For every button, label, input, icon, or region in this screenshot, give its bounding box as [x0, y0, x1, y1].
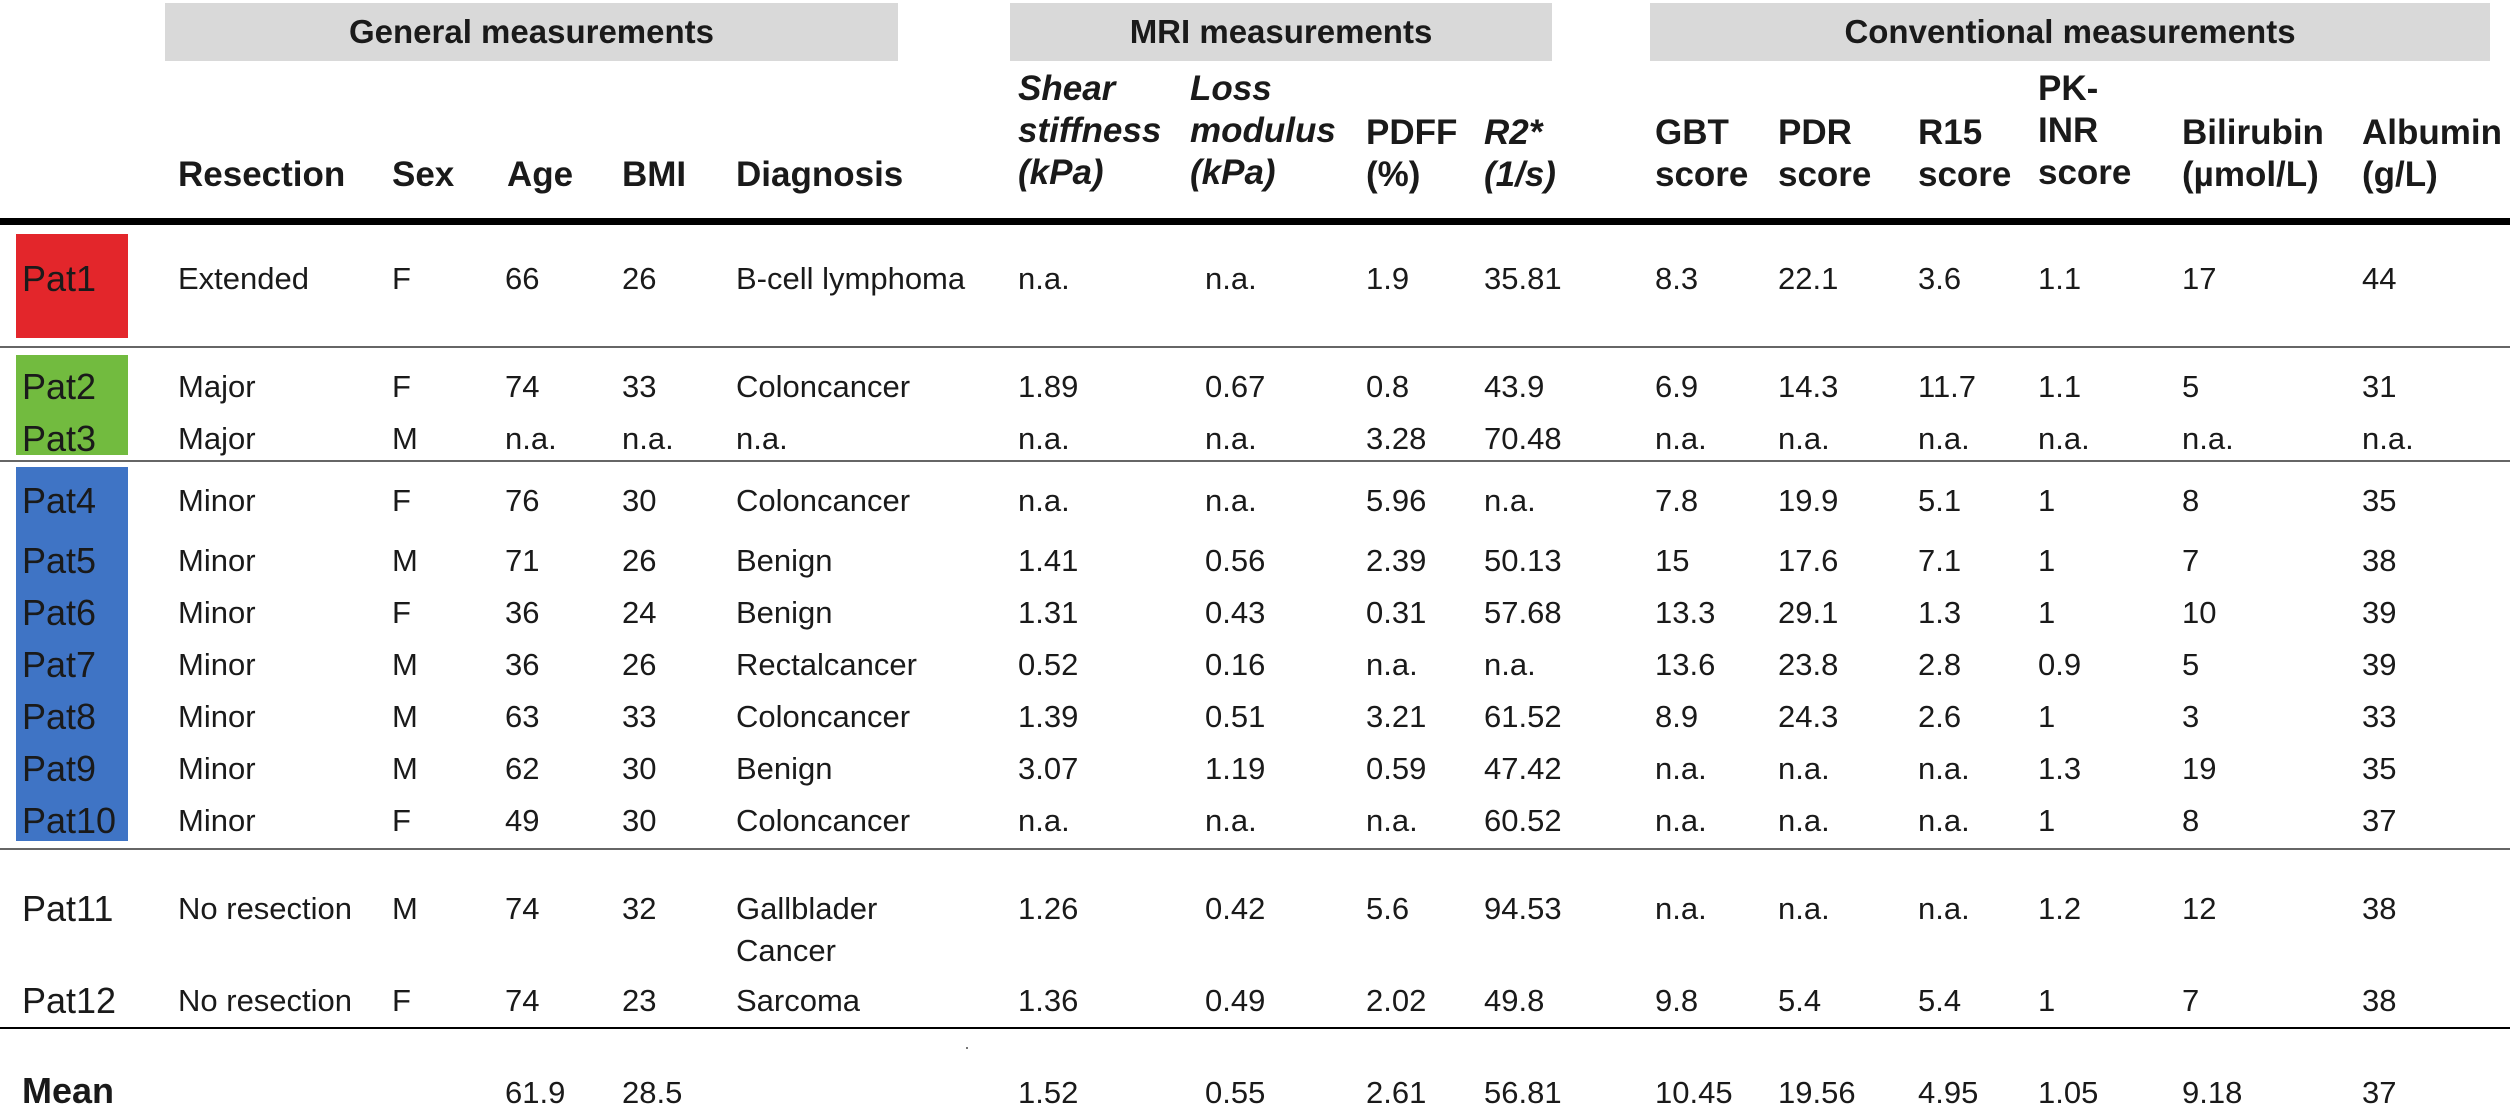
cell-r2: 70.48 [1484, 421, 1562, 456]
cell-r2: n.a. [1484, 483, 1536, 518]
mean-bmi: 28.5 [622, 1075, 683, 1110]
mean-loss: 0.55 [1205, 1075, 1266, 1110]
mean-pdff: 2.61 [1366, 1075, 1427, 1110]
cell-r15: 2.8 [1918, 647, 1962, 682]
cell-resection: Extended [178, 261, 309, 296]
cell-pkinr: 1.1 [2038, 261, 2082, 296]
col-header-r15: R15 score [1918, 113, 2012, 194]
cell-shear: 0.52 [1018, 647, 1079, 682]
cell-pdr: 17.6 [1778, 543, 1839, 578]
cell-loss: 0.56 [1205, 543, 1266, 578]
cell-gbt: n.a. [1655, 803, 1707, 838]
mean-label: Mean [22, 1070, 115, 1111]
cell-r15: 5.1 [1918, 483, 1962, 518]
cell-resection: Major [178, 421, 256, 456]
cell-r2: 94.53 [1484, 891, 1562, 926]
cell-pdff: 2.39 [1366, 543, 1427, 578]
cell-loss: n.a. [1205, 421, 1257, 456]
col-header-diagnosis: Diagnosis [736, 155, 904, 194]
cell-pkinr: n.a. [2038, 421, 2090, 456]
cell-sex: F [392, 369, 411, 404]
cell-diagnosis: Benign [736, 595, 833, 630]
cell-pdff: 1.9 [1366, 261, 1410, 296]
cell-patient: Pat9 [22, 748, 97, 789]
cell-r2: 43.9 [1484, 369, 1545, 404]
cell-pkinr: 1 [2038, 483, 2056, 518]
cell-sex: M [392, 751, 418, 786]
cell-age: 63 [505, 699, 540, 734]
cell-gbt: 6.9 [1655, 369, 1699, 404]
cell-gbt: n.a. [1655, 421, 1707, 456]
cell-r2: 50.13 [1484, 543, 1562, 578]
mean-bilirubin: 9.18 [2182, 1075, 2243, 1110]
cell-shear: 1.39 [1018, 699, 1079, 734]
cell-bmi: 33 [622, 369, 657, 404]
cell-r15: 11.7 [1918, 369, 1977, 404]
cell-age: n.a. [505, 421, 557, 456]
cell-albumin: 35 [2362, 483, 2397, 518]
cell-loss: 1.19 [1205, 751, 1266, 786]
cell-bmi: 24 [622, 595, 657, 630]
cell-sex: M [392, 699, 418, 734]
cell-resection: Minor [178, 483, 256, 518]
cell-albumin: n.a. [2362, 421, 2414, 456]
cell-bilirubin: 17 [2182, 261, 2217, 296]
cell-r15: 2.6 [1918, 699, 1962, 734]
cell-albumin: 35 [2362, 751, 2397, 786]
cell-r2: 61.52 [1484, 699, 1562, 734]
cell-albumin: 38 [2362, 983, 2397, 1018]
cell-albumin: 38 [2362, 543, 2397, 578]
cell-gbt: n.a. [1655, 891, 1707, 926]
cell-patient: Pat1 [22, 258, 97, 299]
cell-shear: n.a. [1018, 261, 1070, 296]
cell-age: 74 [505, 891, 540, 926]
cell-patient: Pat3 [22, 418, 97, 459]
cell-gbt: 8.9 [1655, 699, 1699, 734]
cell-bmi: 30 [622, 803, 657, 838]
cell-resection: No resection [178, 983, 353, 1018]
cell-pdff: n.a. [1366, 803, 1418, 838]
cell-pdr: 24.3 [1778, 699, 1839, 734]
cell-pdr: 14.3 [1778, 369, 1839, 404]
cell-gbt: 13.6 [1655, 647, 1716, 682]
cell-bmi: 26 [622, 647, 657, 682]
cell-patient: Pat11 [22, 888, 114, 929]
cell-diagnosis: Rectalcancer [736, 647, 917, 682]
cell-pdff: n.a. [1366, 647, 1418, 682]
cell-pdr: n.a. [1778, 891, 1830, 926]
cell-gbt: 9.8 [1655, 983, 1699, 1018]
cell-bmi: 26 [622, 261, 657, 296]
cell-age: 76 [505, 483, 540, 518]
cell-diagnosis: Gallblader Cancer [736, 891, 878, 968]
cell-resection: Major [178, 369, 256, 404]
cell-age: 74 [505, 983, 540, 1018]
cell-shear: 1.31 [1018, 595, 1079, 630]
cell-pdff: 0.59 [1366, 751, 1427, 786]
col-header-r2: R2* (1/s) [1484, 113, 1556, 194]
col-header-shear: Shear stiffness (kPa) [1018, 69, 1162, 192]
col-header-resection: Resection [178, 155, 346, 194]
cell-age: 74 [505, 369, 540, 404]
cell-shear: 1.89 [1018, 369, 1079, 404]
cell-resection: No resection [178, 891, 353, 926]
cell-r2: n.a. [1484, 647, 1536, 682]
cell-diagnosis: n.a. [736, 421, 788, 456]
cell-pdr: n.a. [1778, 751, 1830, 786]
cell-sex: M [392, 543, 418, 578]
cell-r2: 35.81 [1484, 261, 1562, 296]
cell-albumin: 33 [2362, 699, 2397, 734]
cell-shear: n.a. [1018, 421, 1070, 456]
cell-r15: n.a. [1918, 891, 1970, 926]
cell-pkinr: 1.2 [2038, 891, 2082, 926]
cell-pdr: 5.4 [1778, 983, 1822, 1018]
cell-diagnosis: Coloncancer [736, 803, 911, 838]
cell-bilirubin: 19 [2182, 751, 2217, 786]
group-header-conventional: Conventional measurements [1650, 3, 2490, 61]
cell-sex: F [392, 261, 411, 296]
cell-pkinr: 1.3 [2038, 751, 2082, 786]
cell-bmi: n.a. [622, 421, 674, 456]
cell-loss: 0.51 [1205, 699, 1266, 734]
cell-pdff: 3.28 [1366, 421, 1427, 456]
cell-albumin: 37 [2362, 803, 2397, 838]
cell-sex: F [392, 595, 411, 630]
cell-loss: 0.49 [1205, 983, 1266, 1018]
cell-loss: n.a. [1205, 261, 1257, 296]
cell-pdr: n.a. [1778, 421, 1830, 456]
cell-r15: 5.4 [1918, 983, 1962, 1018]
col-header-bilirubin: Bilirubin (µmol/L) [2182, 113, 2324, 194]
cell-diagnosis: Sarcoma [736, 983, 861, 1018]
cell-albumin: 38 [2362, 891, 2397, 926]
cell-gbt: 7.8 [1655, 483, 1699, 518]
cell-age: 71 [505, 543, 540, 578]
cell-resection: Minor [178, 699, 256, 734]
cell-r15: n.a. [1918, 803, 1970, 838]
cell-pkinr: 1 [2038, 803, 2056, 838]
cell-patient: Pat10 [22, 800, 117, 841]
mean-r2: 56.81 [1484, 1075, 1562, 1110]
cell-r15: 7.1 [1918, 543, 1962, 578]
cell-bilirubin: 3 [2182, 699, 2200, 734]
cell-pdff: 5.96 [1366, 483, 1427, 518]
cell-bmi: 33 [622, 699, 657, 734]
cell-bilirubin: 8 [2182, 483, 2200, 518]
group-header-general: General measurements [165, 3, 898, 61]
cell-pkinr: 1 [2038, 595, 2056, 630]
cell-diagnosis: Coloncancer [736, 483, 911, 518]
mean-pdr: 19.56 [1778, 1075, 1856, 1110]
stray-dot [966, 1047, 968, 1049]
header-rule [0, 218, 2510, 225]
cell-loss: n.a. [1205, 483, 1257, 518]
cell-loss: 0.43 [1205, 595, 1266, 630]
cell-bilirubin: 5 [2182, 369, 2200, 404]
cell-gbt: 13.3 [1655, 595, 1716, 630]
cell-diagnosis: Coloncancer [736, 369, 911, 404]
cell-pdr: 23.8 [1778, 647, 1839, 682]
mean-rule [0, 1027, 2510, 1029]
cell-r2: 57.68 [1484, 595, 1562, 630]
cell-pkinr: 0.9 [2038, 647, 2082, 682]
group-divider-2 [0, 460, 2510, 462]
cell-albumin: 39 [2362, 647, 2397, 682]
cell-sex: M [392, 891, 418, 926]
mean-pkinr: 1.05 [2038, 1075, 2099, 1110]
cell-pdr: n.a. [1778, 803, 1830, 838]
group-divider-3 [0, 848, 2510, 850]
cell-resection: Minor [178, 803, 256, 838]
cell-r2: 47.42 [1484, 751, 1562, 786]
cell-pdr: 19.9 [1778, 483, 1839, 518]
cell-sex: F [392, 483, 411, 518]
cell-shear: 1.36 [1018, 983, 1079, 1018]
cell-pkinr: 1 [2038, 983, 2056, 1018]
cell-patient: Pat8 [22, 696, 97, 737]
mean-age: 61.9 [505, 1075, 566, 1110]
col-header-sex: Sex [392, 155, 455, 194]
cell-patient: Pat4 [22, 480, 97, 521]
cell-bilirubin: 8 [2182, 803, 2200, 838]
cell-loss: 0.42 [1205, 891, 1266, 926]
cell-gbt: n.a. [1655, 751, 1707, 786]
cell-age: 36 [505, 595, 540, 630]
cell-pkinr: 1 [2038, 699, 2056, 734]
mean-r15: 4.95 [1918, 1075, 1979, 1110]
cell-age: 62 [505, 751, 540, 786]
group-header-mri: MRI measurements [1010, 3, 1552, 61]
cell-shear: n.a. [1018, 803, 1070, 838]
cell-sex: F [392, 803, 411, 838]
col-header-albumin: Albumin (g/L) [2362, 113, 2502, 194]
cell-bilirubin: 7 [2182, 983, 2200, 1018]
col-header-bmi: BMI [622, 155, 687, 194]
cell-pdff: 0.31 [1366, 595, 1427, 630]
cell-resection: Minor [178, 647, 256, 682]
cell-shear: 1.41 [1018, 543, 1079, 578]
cell-sex: M [392, 647, 418, 682]
cell-r15: n.a. [1918, 751, 1970, 786]
group-divider-1 [0, 346, 2510, 348]
cell-r15: 1.3 [1918, 595, 1962, 630]
mean-shear: 1.52 [1018, 1075, 1079, 1110]
cell-resection: Minor [178, 543, 256, 578]
cell-resection: Minor [178, 751, 256, 786]
cell-r2: 60.52 [1484, 803, 1562, 838]
cell-bmi: 32 [622, 891, 657, 926]
col-header-age: Age [507, 155, 574, 194]
cell-pkinr: 1.1 [2038, 369, 2082, 404]
cell-r15: n.a. [1918, 421, 1970, 456]
cell-pdff: 2.02 [1366, 983, 1427, 1018]
cell-loss: 0.67 [1205, 369, 1266, 404]
cell-sex: F [392, 983, 411, 1018]
cell-bmi: 23 [622, 983, 657, 1018]
cell-pdr: 22.1 [1778, 261, 1839, 296]
cell-patient: Pat5 [22, 540, 97, 581]
cell-bilirubin: n.a. [2182, 421, 2234, 456]
cell-bmi: 26 [622, 543, 657, 578]
cell-age: 66 [505, 261, 540, 296]
col-header-loss: Loss modulus (kPa) [1190, 69, 1336, 192]
cell-sex: M [392, 421, 418, 456]
cell-r15: 3.6 [1918, 261, 1962, 296]
mean-albumin: 37 [2362, 1075, 2397, 1110]
cell-albumin: 31 [2362, 369, 2397, 404]
col-header-pdr: PDR score [1778, 113, 1872, 194]
cell-albumin: 39 [2362, 595, 2397, 630]
cell-bmi: 30 [622, 483, 657, 518]
cell-age: 49 [505, 803, 540, 838]
cell-loss: n.a. [1205, 803, 1257, 838]
cell-diagnosis: Coloncancer [736, 699, 911, 734]
cell-shear: n.a. [1018, 483, 1070, 518]
cell-pdff: 3.21 [1366, 699, 1427, 734]
cell-patient: Pat2 [22, 366, 97, 407]
cell-patient: Pat6 [22, 592, 97, 633]
cell-loss: 0.16 [1205, 647, 1266, 682]
cell-bilirubin: 5 [2182, 647, 2200, 682]
cell-pdr: 29.1 [1778, 595, 1839, 630]
cell-resection: Minor [178, 595, 256, 630]
cell-age: 36 [505, 647, 540, 682]
cell-diagnosis: B-cell lymphoma [736, 261, 966, 296]
cell-pdff: 5.6 [1366, 891, 1410, 926]
cell-bilirubin: 12 [2182, 891, 2217, 926]
cell-gbt: 8.3 [1655, 261, 1699, 296]
cell-diagnosis: Benign [736, 543, 833, 578]
cell-pdff: 0.8 [1366, 369, 1410, 404]
col-header-pkinr: PK-INR score [2038, 69, 2132, 192]
cell-patient: Pat7 [22, 644, 97, 685]
cell-pkinr: 1 [2038, 543, 2056, 578]
cell-albumin: 44 [2362, 261, 2397, 296]
col-header-pdff: PDFF (%) [1366, 113, 1458, 194]
cell-diagnosis: Benign [736, 751, 833, 786]
cell-patient: Pat12 [22, 980, 117, 1021]
cell-bilirubin: 7 [2182, 543, 2200, 578]
cell-bilirubin: 10 [2182, 595, 2217, 630]
cell-r2: 49.8 [1484, 983, 1545, 1018]
col-header-gbt: GBT score [1655, 113, 1749, 194]
cell-shear: 1.26 [1018, 891, 1079, 926]
cell-shear: 3.07 [1018, 751, 1079, 786]
mean-gbt: 10.45 [1655, 1075, 1733, 1110]
cell-bmi: 30 [622, 751, 657, 786]
cell-gbt: 15 [1655, 543, 1690, 578]
